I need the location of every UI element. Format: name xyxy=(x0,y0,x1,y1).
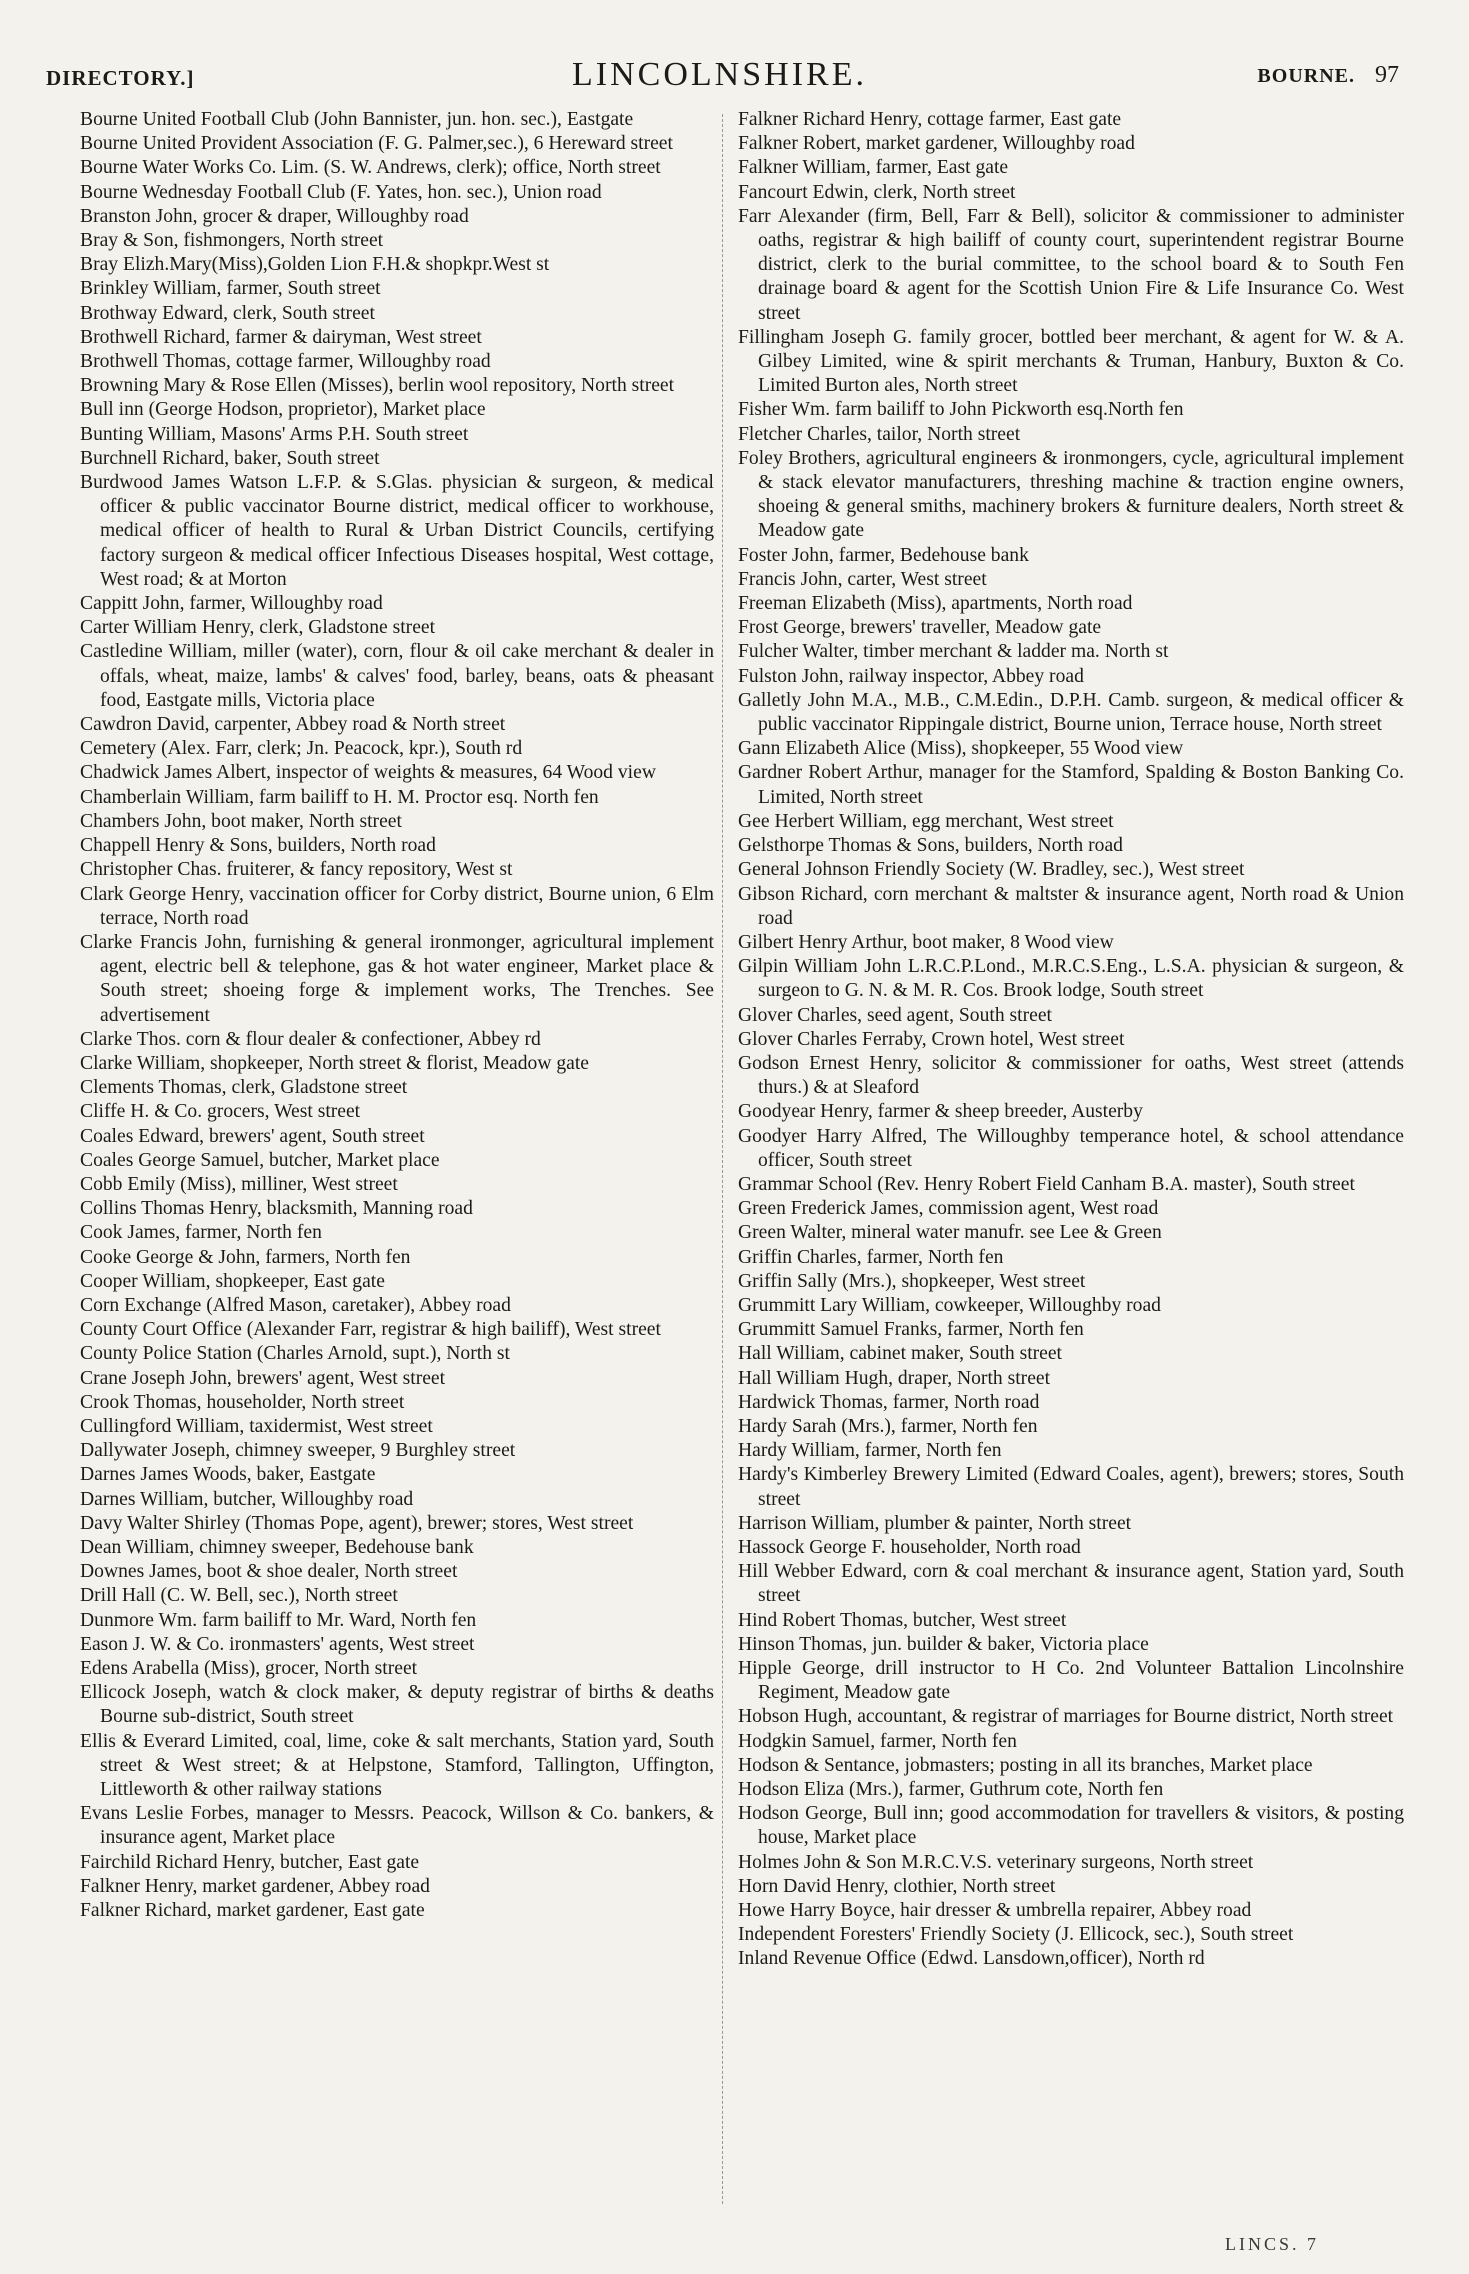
directory-entry: County Police Station (Charles Arnold, supt.), North st xyxy=(80,1343,510,1365)
directory-entry: Cooper William, shopkeeper, East gate xyxy=(80,1270,385,1292)
directory-entry: Fulston John, railway inspector, Abbey road xyxy=(738,665,1084,687)
directory-entry: Hardy's Kimberley Brewery Limited (Edward Coales, agent), brewers; stores, South street xyxy=(738,1464,1404,1510)
directory-entry: Evans Leslie Forbes, manager to Messrs. Peacock, Willson & Co. bankers, & insurance agent, Market place xyxy=(80,1803,714,1849)
directory-entry: Falkner Richard, market gardener, East gate xyxy=(80,1900,425,1922)
directory-entry: Foley Brothers, agricultural engineers & ironmongers, cycle, agricultural implement & stack elevator manufacturers, threshing machine & traction engine owners, shoeing & general smiths, machinery brokers & furniture dealers, North street & Meadow gate xyxy=(738,447,1404,542)
directory-entry: Griffin Charles, farmer, North fen xyxy=(738,1246,1004,1268)
directory-entry: Bourne Water Works Co. Lim. (S. W. Andrews, clerk); office, North street xyxy=(80,157,661,179)
directory-entry: Hardy William, farmer, North fen xyxy=(738,1440,1002,1462)
directory-entry: Gee Herbert William, egg merchant, West street xyxy=(738,810,1114,832)
directory-entry: Grammar School (Rev. Henry Robert Field Canham B.A. master), South street xyxy=(738,1173,1355,1195)
directory-entry: Cawdron David, carpenter, Abbey road & North street xyxy=(80,714,506,736)
directory-entry: Fletcher Charles, tailor, North street xyxy=(738,423,1021,445)
directory-entry: Brothwell Thomas, cottage farmer, Willoughby road xyxy=(80,351,491,373)
directory-entry: Crane Joseph John, brewers' agent, West street xyxy=(80,1367,446,1389)
directory-entry: Cobb Emily (Miss), milliner, West street xyxy=(80,1173,398,1195)
directory-entry: Freeman Elizabeth (Miss), apartments, North road xyxy=(738,593,1133,615)
directory-entry: Inland Revenue Office (Edwd. Lansdown,officer), North rd xyxy=(738,1948,1205,1970)
directory-entry: Hipple George, drill instructor to H Co. 2nd Volunteer Battalion Lincolnshire Regiment, Meadow gate xyxy=(738,1658,1404,1704)
directory-entry: Godson Ernest Henry, solicitor & commissioner for oaths, West street (attends thurs.) & at Sleaford xyxy=(738,1052,1404,1099)
directory-entry: Coales George Samuel, butcher, Market place xyxy=(80,1149,440,1171)
directory-entry: Cullingford William, taxidermist, West street xyxy=(80,1415,433,1437)
place-name: BOURNE. xyxy=(1257,65,1355,87)
directory-entry: Francis John, carter, West street xyxy=(738,568,987,590)
section-label: DIRECTORY.] xyxy=(46,66,195,90)
directory-entry: Carter William Henry, clerk, Gladstone street xyxy=(80,617,436,639)
directory-entry: Falkner Henry, market gardener, Abbey road xyxy=(80,1875,430,1897)
directory-entry: Dunmore Wm. farm bailiff to Mr. Ward, North fen xyxy=(80,1609,477,1631)
directory-entry: Bourne United Football Club (John Bannister, jun. hon. sec.), Eastgate xyxy=(80,109,634,130)
county-title: LINCOLNSHIRE. xyxy=(572,56,867,93)
directory-entry: Coales Edward, brewers' agent, South street xyxy=(80,1125,425,1147)
directory-entry: Davy Walter Shirley (Thomas Pope, agent), brewer; stores, West street xyxy=(80,1512,634,1534)
directory-entry: Dean William, chimney sweeper, Bedehouse bank xyxy=(80,1536,474,1558)
column-divider xyxy=(722,114,723,2204)
directory-entry: Clarke William, shopkeeper, North street & florist, Meadow gate xyxy=(80,1052,589,1074)
header-right xyxy=(1257,62,1399,89)
directory-entry: Burdwood James Watson L.F.P. & S.Glas. physician & surgeon, & medical officer & public vaccinator Bourne district, medical officer to workhouse, medical officer of health to Rural & Urban District Councils, certifying factory surgeon & medical officer Infectious Diseases hospital, West cottage, West road; & at Morton xyxy=(80,472,714,590)
directory-entry: Cappitt John, farmer, Willoughby road xyxy=(80,593,383,615)
directory-entry: Howe Harry Boyce, hair dresser & umbrella repairer, Abbey road xyxy=(738,1900,1252,1922)
directory-entry: Fancourt Edwin, clerk, North street xyxy=(738,181,1016,203)
directory-entry: Gilbert Henry Arthur, boot maker, 8 Wood view xyxy=(738,931,1114,953)
directory-entry: Grummitt Lary William, cowkeeper, Willoughby road xyxy=(738,1294,1161,1316)
directory-entry: Horn David Henry, clothier, North street xyxy=(738,1875,1056,1897)
directory-entry: Gann Elizabeth Alice (Miss), shopkeeper, 55 Wood view xyxy=(738,738,1184,760)
directory-entry: Hassock George F. householder, North road xyxy=(738,1536,1081,1558)
directory-entry: Cooke George & John, farmers, North fen xyxy=(80,1246,411,1268)
directory-entry: Clark George Henry, vaccination officer for Corby district, Bourne union, 6 Elm terrace, North road xyxy=(80,883,714,929)
directory-entry: Collins Thomas Henry, blacksmith, Manning road xyxy=(80,1198,473,1220)
right-column xyxy=(738,108,1404,1972)
directory-entry: Fillingham Joseph G. family grocer, bottled beer merchant, & agent for W. & A. Gilbey Limited, wine & spirit merchants & Truman, Hanbury, Buxton & Co. Limited Burton ales, North street xyxy=(738,326,1404,397)
directory-entry: Branston John, grocer & draper, Willoughby road xyxy=(80,205,469,227)
directory-entry: Cook James, farmer, North fen xyxy=(80,1222,322,1244)
directory-entry: Foster John, farmer, Bedehouse bank xyxy=(738,544,1029,566)
directory-entry: Harrison William, plumber & painter, North street xyxy=(738,1512,1132,1534)
directory-entry: Christopher Chas. fruiterer, & fancy repository, West st xyxy=(80,859,513,881)
directory-entry: Hodgkin Samuel, farmer, North fen xyxy=(738,1730,1017,1752)
directory-entry: Cemetery (Alex. Farr, clerk; Jn. Peacock, kpr.), South rd xyxy=(80,738,523,760)
directory-entry: Hodson George, Bull inn; good accommodation for travellers & visitors, & posting house, Market place xyxy=(738,1803,1404,1849)
directory-entry: Corn Exchange (Alfred Mason, caretaker), Abbey road xyxy=(80,1294,511,1316)
directory-entry: Fairchild Richard Henry, butcher, East gate xyxy=(80,1851,420,1873)
directory-entry: Chadwick James Albert, inspector of weights & measures, 64 Wood view xyxy=(80,762,656,784)
directory-entry: County Court Office (Alexander Farr, registrar & high bailiff), West street xyxy=(80,1319,661,1341)
directory-entry: Cliffe H. & Co. grocers, West street xyxy=(80,1101,361,1123)
directory-entry: Frost George, brewers' traveller, Meadow gate xyxy=(738,617,1102,639)
directory-entry: Chappell Henry & Sons, builders, North road xyxy=(80,835,436,857)
directory-entry: Grummitt Samuel Franks, farmer, North fen xyxy=(738,1319,1084,1341)
directory-entry: Falkner William, farmer, East gate xyxy=(738,157,1009,179)
directory-entry: Bray & Son, fishmongers, North street xyxy=(80,230,384,252)
directory-entry: Goodyear Henry, farmer & sheep breeder, Austerby xyxy=(738,1101,1143,1123)
signature-mark: LINCS. 7 xyxy=(1224,2234,1319,2254)
directory-entry: Darnes James Woods, baker, Eastgate xyxy=(80,1464,376,1486)
directory-entry: Ellis & Everard Limited, coal, lime, coke & salt merchants, Station yard, South street & West street; & at Helpstone, Stamford, Tallington, Uffington, Littleworth & other railway stations xyxy=(80,1730,714,1801)
directory-entry: Fulcher Walter, timber merchant & ladder ma. North st xyxy=(738,641,1169,663)
directory-entry: Hall William Hugh, draper, North street xyxy=(738,1367,1051,1389)
page-header xyxy=(40,48,1399,98)
directory-entry: Hardy Sarah (Mrs.), farmer, North fen xyxy=(738,1415,1038,1437)
directory-entry: Edens Arabella (Miss), grocer, North street xyxy=(80,1658,418,1679)
directory-entry: Gelsthorpe Thomas & Sons, builders, North road xyxy=(738,835,1123,857)
directory-entry: Bourne Wednesday Football Club (F. Yates, hon. sec.), Union road xyxy=(80,181,602,203)
directory-entry: Clarke Thos. corn & flour dealer & confectioner, Abbey rd xyxy=(80,1028,541,1050)
directory-entry: Browning Mary & Rose Ellen (Misses), berlin wool repository, North street xyxy=(80,375,675,397)
directory-entry: Farr Alexander (firm, Bell, Farr & Bell), solicitor & commissioner to administer oaths, registrar & high bailiff of county court, superintendent registrar Bourne district, clerk to the burial committee, to the school board & to South Fen drainage board & agent for the Scottish Union Fire & Life Insurance Co. West street xyxy=(738,205,1404,324)
directory-entry: Galletly John M.A., M.B., C.M.Edin., D.P.H. Camb. surgeon, & medical officer & public vaccinator Rippingale district, Bourne union, Terrace house, North street xyxy=(738,689,1404,736)
directory-entry: Chamberlain William, farm bailiff to H. M. Proctor esq. North fen xyxy=(80,786,599,808)
directory-entry: Hill Webber Edward, corn & coal merchant & insurance agent, Station yard, South street xyxy=(738,1561,1404,1607)
directory-entry: Eason J. W. & Co. ironmasters' agents, West street xyxy=(80,1633,475,1655)
directory-entry: Hall William, cabinet maker, South street xyxy=(738,1343,1062,1365)
directory-entry: Hodson & Sentance, jobmasters; posting in all its branches, Market place xyxy=(738,1754,1313,1776)
directory-entry: Holmes John & Son M.R.C.V.S. veterinary surgeons, North street xyxy=(738,1851,1254,1873)
directory-entry: Hobson Hugh, accountant, & registrar of marriages for Bourne district, North street xyxy=(738,1706,1394,1728)
directory-entry: Bunting William, Masons' Arms P.H. South street xyxy=(80,423,469,445)
directory-entry: Bray Elizh.Mary(Miss),Golden Lion F.H.& shopkpr.West st xyxy=(80,254,550,276)
directory-entry: Gilpin William John L.R.C.P.Lond., M.R.C.S.Eng., L.S.A. physician & surgeon, & surgeon to G. N. & M. R. Cos. Brook lodge, South street xyxy=(738,956,1404,1002)
directory-entry: Brinkley William, farmer, South street xyxy=(80,278,381,300)
directory-entry: Downes James, boot & shoe dealer, North street xyxy=(80,1561,458,1583)
directory-entry: Goodyer Harry Alfred, The Willoughby temperance hotel, & school attendance officer, South street xyxy=(738,1125,1404,1171)
directory-entry: Hodson Eliza (Mrs.), farmer, Guthrum cote, North fen xyxy=(738,1779,1164,1801)
directory-entry: Falkner Robert, market gardener, Willoughby road xyxy=(738,133,1135,155)
directory-entry: Burchnell Richard, baker, South street xyxy=(80,447,380,469)
directory-entry: Glover Charles, seed agent, South street xyxy=(738,1004,1052,1026)
directory-entry: Bourne United Provident Association (F. G. Palmer,sec.), 6 Hereward street xyxy=(80,133,673,155)
directory-entry: Griffin Sally (Mrs.), shopkeeper, West street xyxy=(738,1270,1086,1292)
directory-entry: Chambers John, boot maker, North street xyxy=(80,810,402,832)
directory-entry: Green Frederick James, commission agent, West road xyxy=(738,1198,1159,1220)
directory-entry: Brothwell Richard, farmer & dairyman, West street xyxy=(80,326,482,348)
directory-entry: Drill Hall (C. W. Bell, sec.), North street xyxy=(80,1585,398,1607)
directory-entry: Castledine William, miller (water), corn, flour & oil cake merchant & dealer in offals, wheat, maize, lambs' & calves' food, barley, beans, oats & pheasant food, Eastgate mills, Victoria place xyxy=(80,641,714,711)
directory-entry: Clarke Francis John, furnishing & general ironmonger, agricultural implement agent, electric bell & telephone, gas & hot water engineer, Market place & South street; shoeing forge & implement works, The Trenches. See advertisement xyxy=(80,931,714,1026)
directory-entry: Gibson Richard, corn merchant & maltster & insurance agent, North road & Union road xyxy=(738,883,1404,929)
directory-entry: Brothway Edward, clerk, South street xyxy=(80,302,375,324)
directory-entry: Dallywater Joseph, chimney sweeper, 9 Burghley street xyxy=(80,1440,516,1462)
directory-entry: Independent Foresters' Friendly Society (J. Ellicock, sec.), South street xyxy=(738,1924,1294,1946)
directory-entry: Fisher Wm. farm bailiff to John Pickworth esq.North fen xyxy=(738,399,1184,421)
directory-entry: Hardwick Thomas, farmer, North road xyxy=(738,1391,1040,1413)
directory-entry: Darnes William, butcher, Willoughby road xyxy=(80,1488,414,1510)
directory-entry: Gardner Robert Arthur, manager for the Stamford, Spalding & Boston Banking Co. Limited, North street xyxy=(738,762,1404,808)
directory-entry: Bull inn (George Hodson, proprietor), Market place xyxy=(80,399,486,421)
directory-entry: Green Walter, mineral water manufr. see Lee & Green xyxy=(738,1222,1162,1244)
page-number: 97 xyxy=(1375,62,1399,88)
directory-entry: Falkner Richard Henry, cottage farmer, East gate xyxy=(738,109,1122,130)
directory-entry: Hinson Thomas, jun. builder & baker, Victoria place xyxy=(738,1633,1149,1655)
directory-entry: Ellicock Joseph, watch & clock maker, & deputy registrar of births & deaths Bourne sub-district, South street xyxy=(80,1682,714,1728)
directory-entry: Hind Robert Thomas, butcher, West street xyxy=(738,1609,1067,1631)
directory-entry: Clements Thomas, clerk, Gladstone street xyxy=(80,1077,408,1099)
directory-entry: Glover Charles Ferraby, Crown hotel, West street xyxy=(738,1028,1125,1050)
directory-entry: Crook Thomas, householder, North street xyxy=(80,1391,405,1413)
left-column xyxy=(80,108,714,1923)
directory-entry: General Johnson Friendly Society (W. Bradley, sec.), West street xyxy=(738,859,1245,881)
